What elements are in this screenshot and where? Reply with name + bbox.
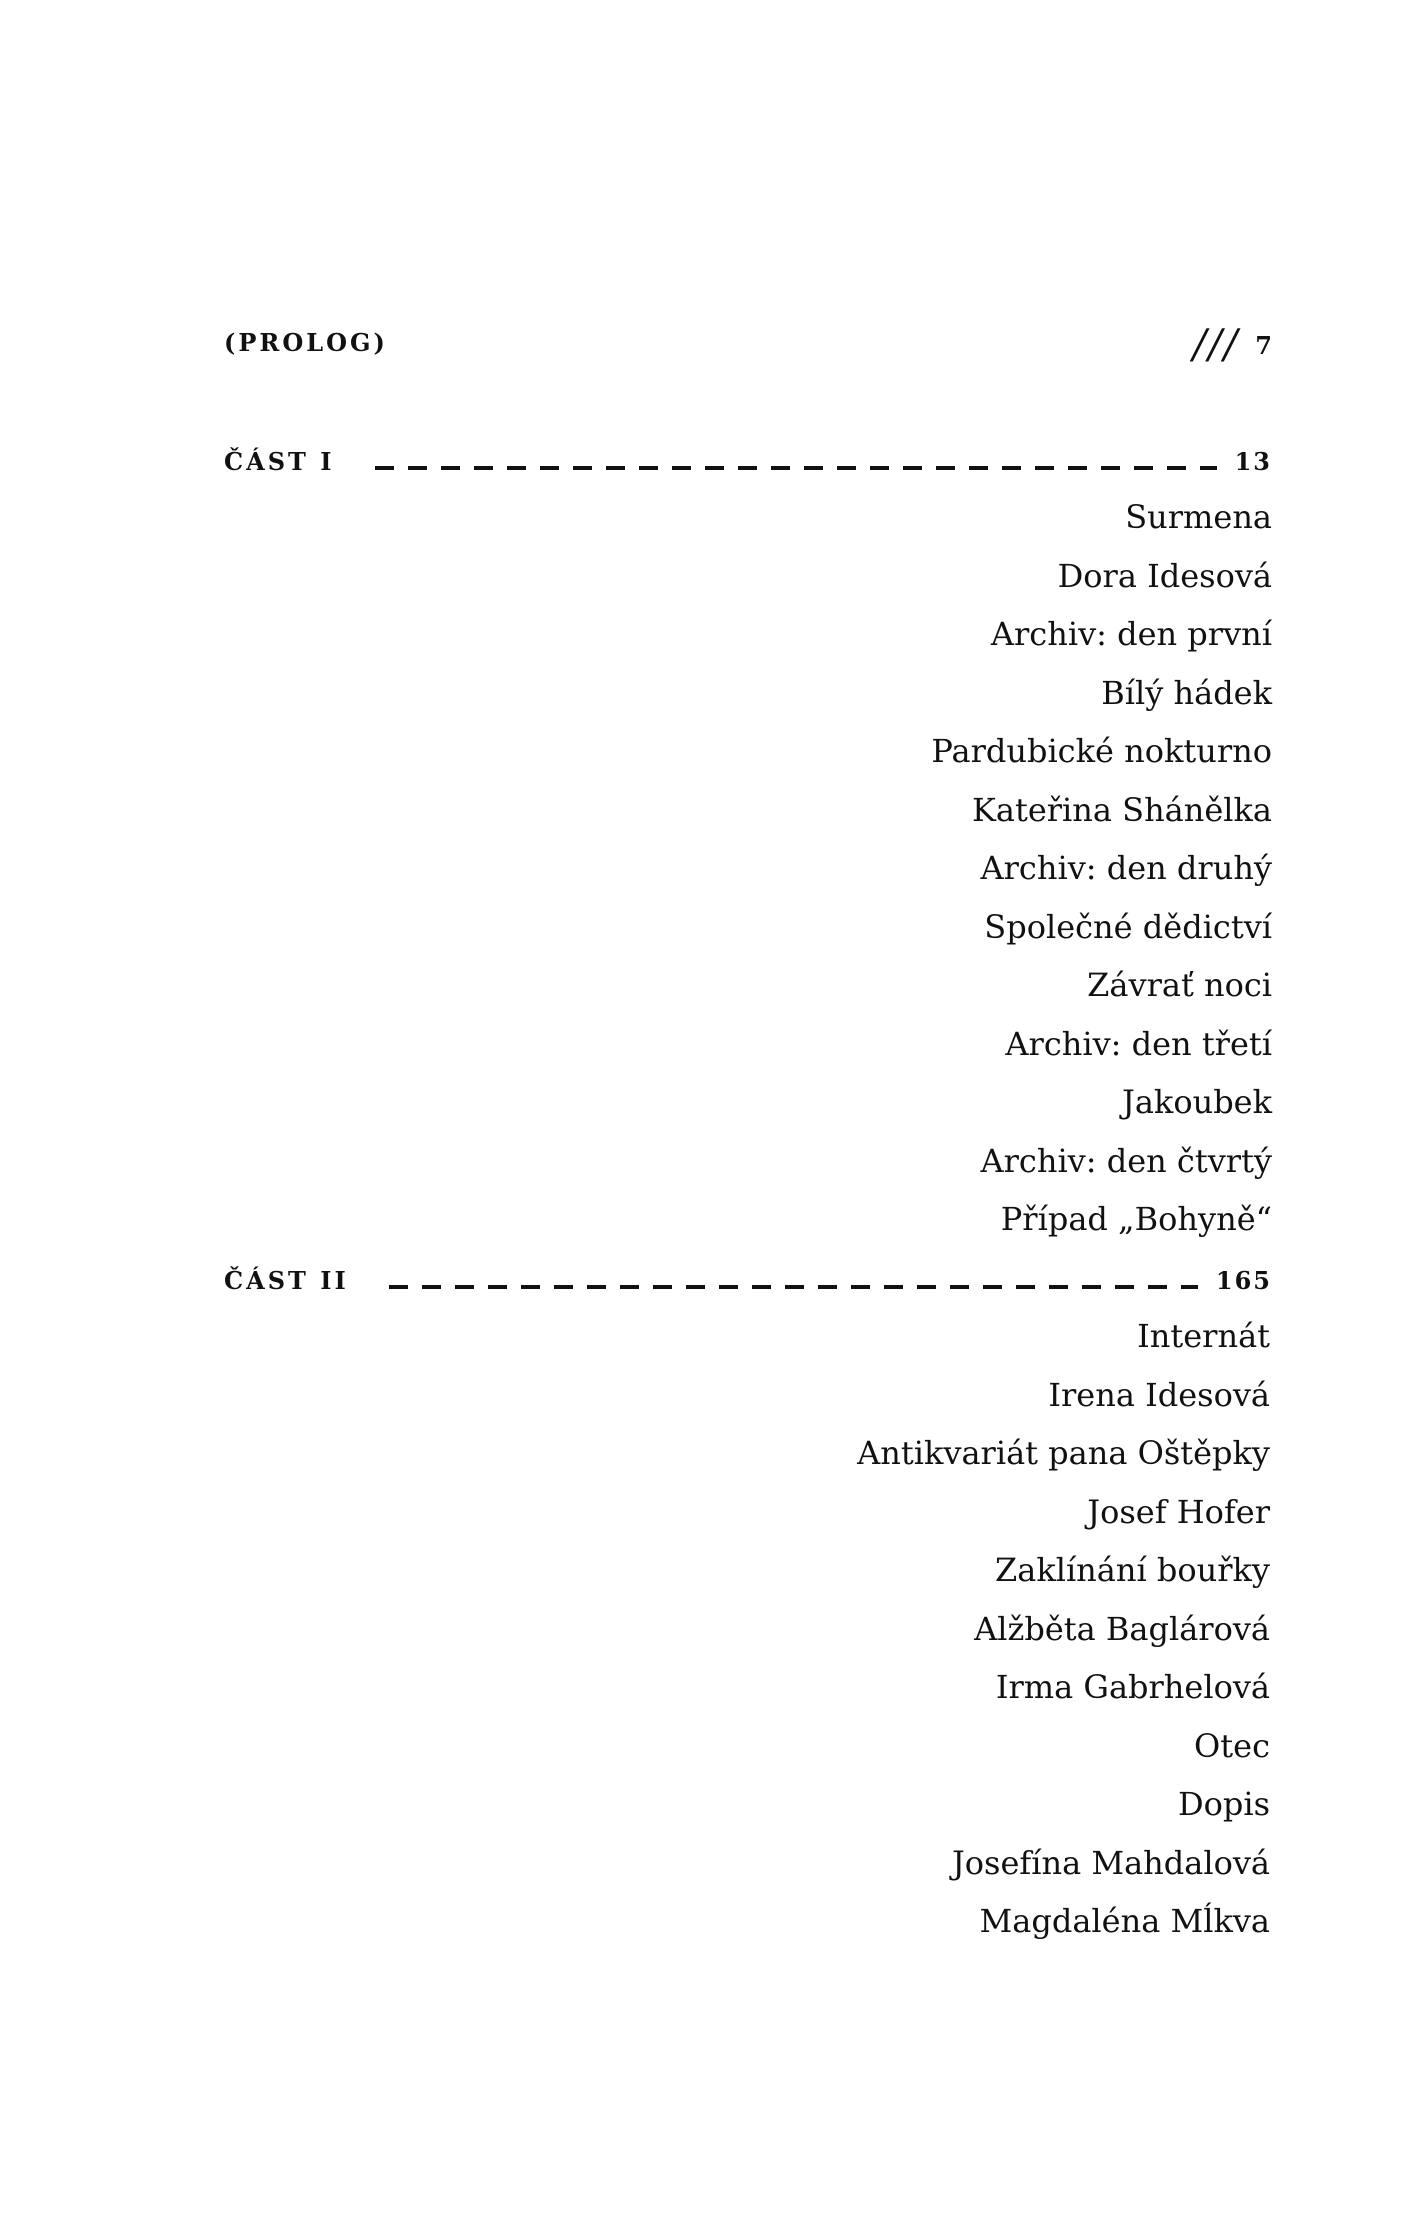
dotted-leader [389, 1285, 1198, 1289]
part-1-chapter-list [931, 488, 1272, 1249]
chapter-title: Surmena [1125, 498, 1272, 536]
chapter-title: Pardubické nokturno [931, 732, 1272, 770]
part-2-heading [224, 1260, 1272, 1300]
chapter-title: Otec [1194, 1726, 1270, 1765]
part-2-chapter-list [857, 1307, 1270, 1951]
chapter-title: Archiv: den třetí [1005, 1024, 1272, 1063]
chapter-title: Antikvariát pana Oštěpky [857, 1434, 1270, 1472]
part-1-heading [224, 441, 1272, 481]
chapter-title: Irma Gabrhelová [995, 1668, 1270, 1706]
prolog-page-group [1193, 322, 1274, 368]
part-2-page-number: 165 [1215, 1265, 1272, 1295]
prolog-label: (PROLOG) [224, 328, 388, 357]
chapter-title: Společné dědictví [984, 907, 1272, 946]
chapter-title: Archiv: den první [990, 615, 1272, 653]
slashes-ornament: /// [1192, 322, 1240, 368]
chapter-title: Jakoubek [1122, 1083, 1272, 1121]
chapter-title: Kateřina Shánělka [971, 790, 1272, 829]
chapter-title: Závrať noci [1087, 966, 1272, 1004]
chapter-title: Archiv: den čtvrtý [980, 1141, 1272, 1180]
chapter-title: Dora Idesová [1057, 556, 1272, 595]
chapter-title: Zaklínání bouřky [995, 1551, 1270, 1589]
prolog-page-number: 7 [1255, 330, 1274, 360]
part-2-label: ČÁST II [224, 1265, 349, 1295]
chapter-title: Alžběta Baglárová [974, 1609, 1270, 1648]
chapter-title: Magdaléna Mĺkva [979, 1902, 1270, 1940]
part-1-label: ČÁST I [224, 446, 335, 476]
chapter-title: Josefína Mahdalová [951, 1843, 1270, 1882]
dotted-leader [375, 466, 1217, 470]
chapter-title: Josef Hofer [1087, 1492, 1270, 1531]
chapter-title: Archiv: den druhý [980, 849, 1272, 887]
chapter-title: Irena Idesová [1048, 1375, 1270, 1414]
chapter-title: Dopis [1177, 1785, 1270, 1823]
chapter-title: Internát [1137, 1317, 1270, 1355]
prolog-entry [224, 322, 1274, 366]
part-1-page-number: 13 [1234, 446, 1272, 476]
chapter-title: Případ „Bohyně“ [1000, 1200, 1272, 1238]
chapter-title: Bílý hádek [1101, 673, 1272, 712]
